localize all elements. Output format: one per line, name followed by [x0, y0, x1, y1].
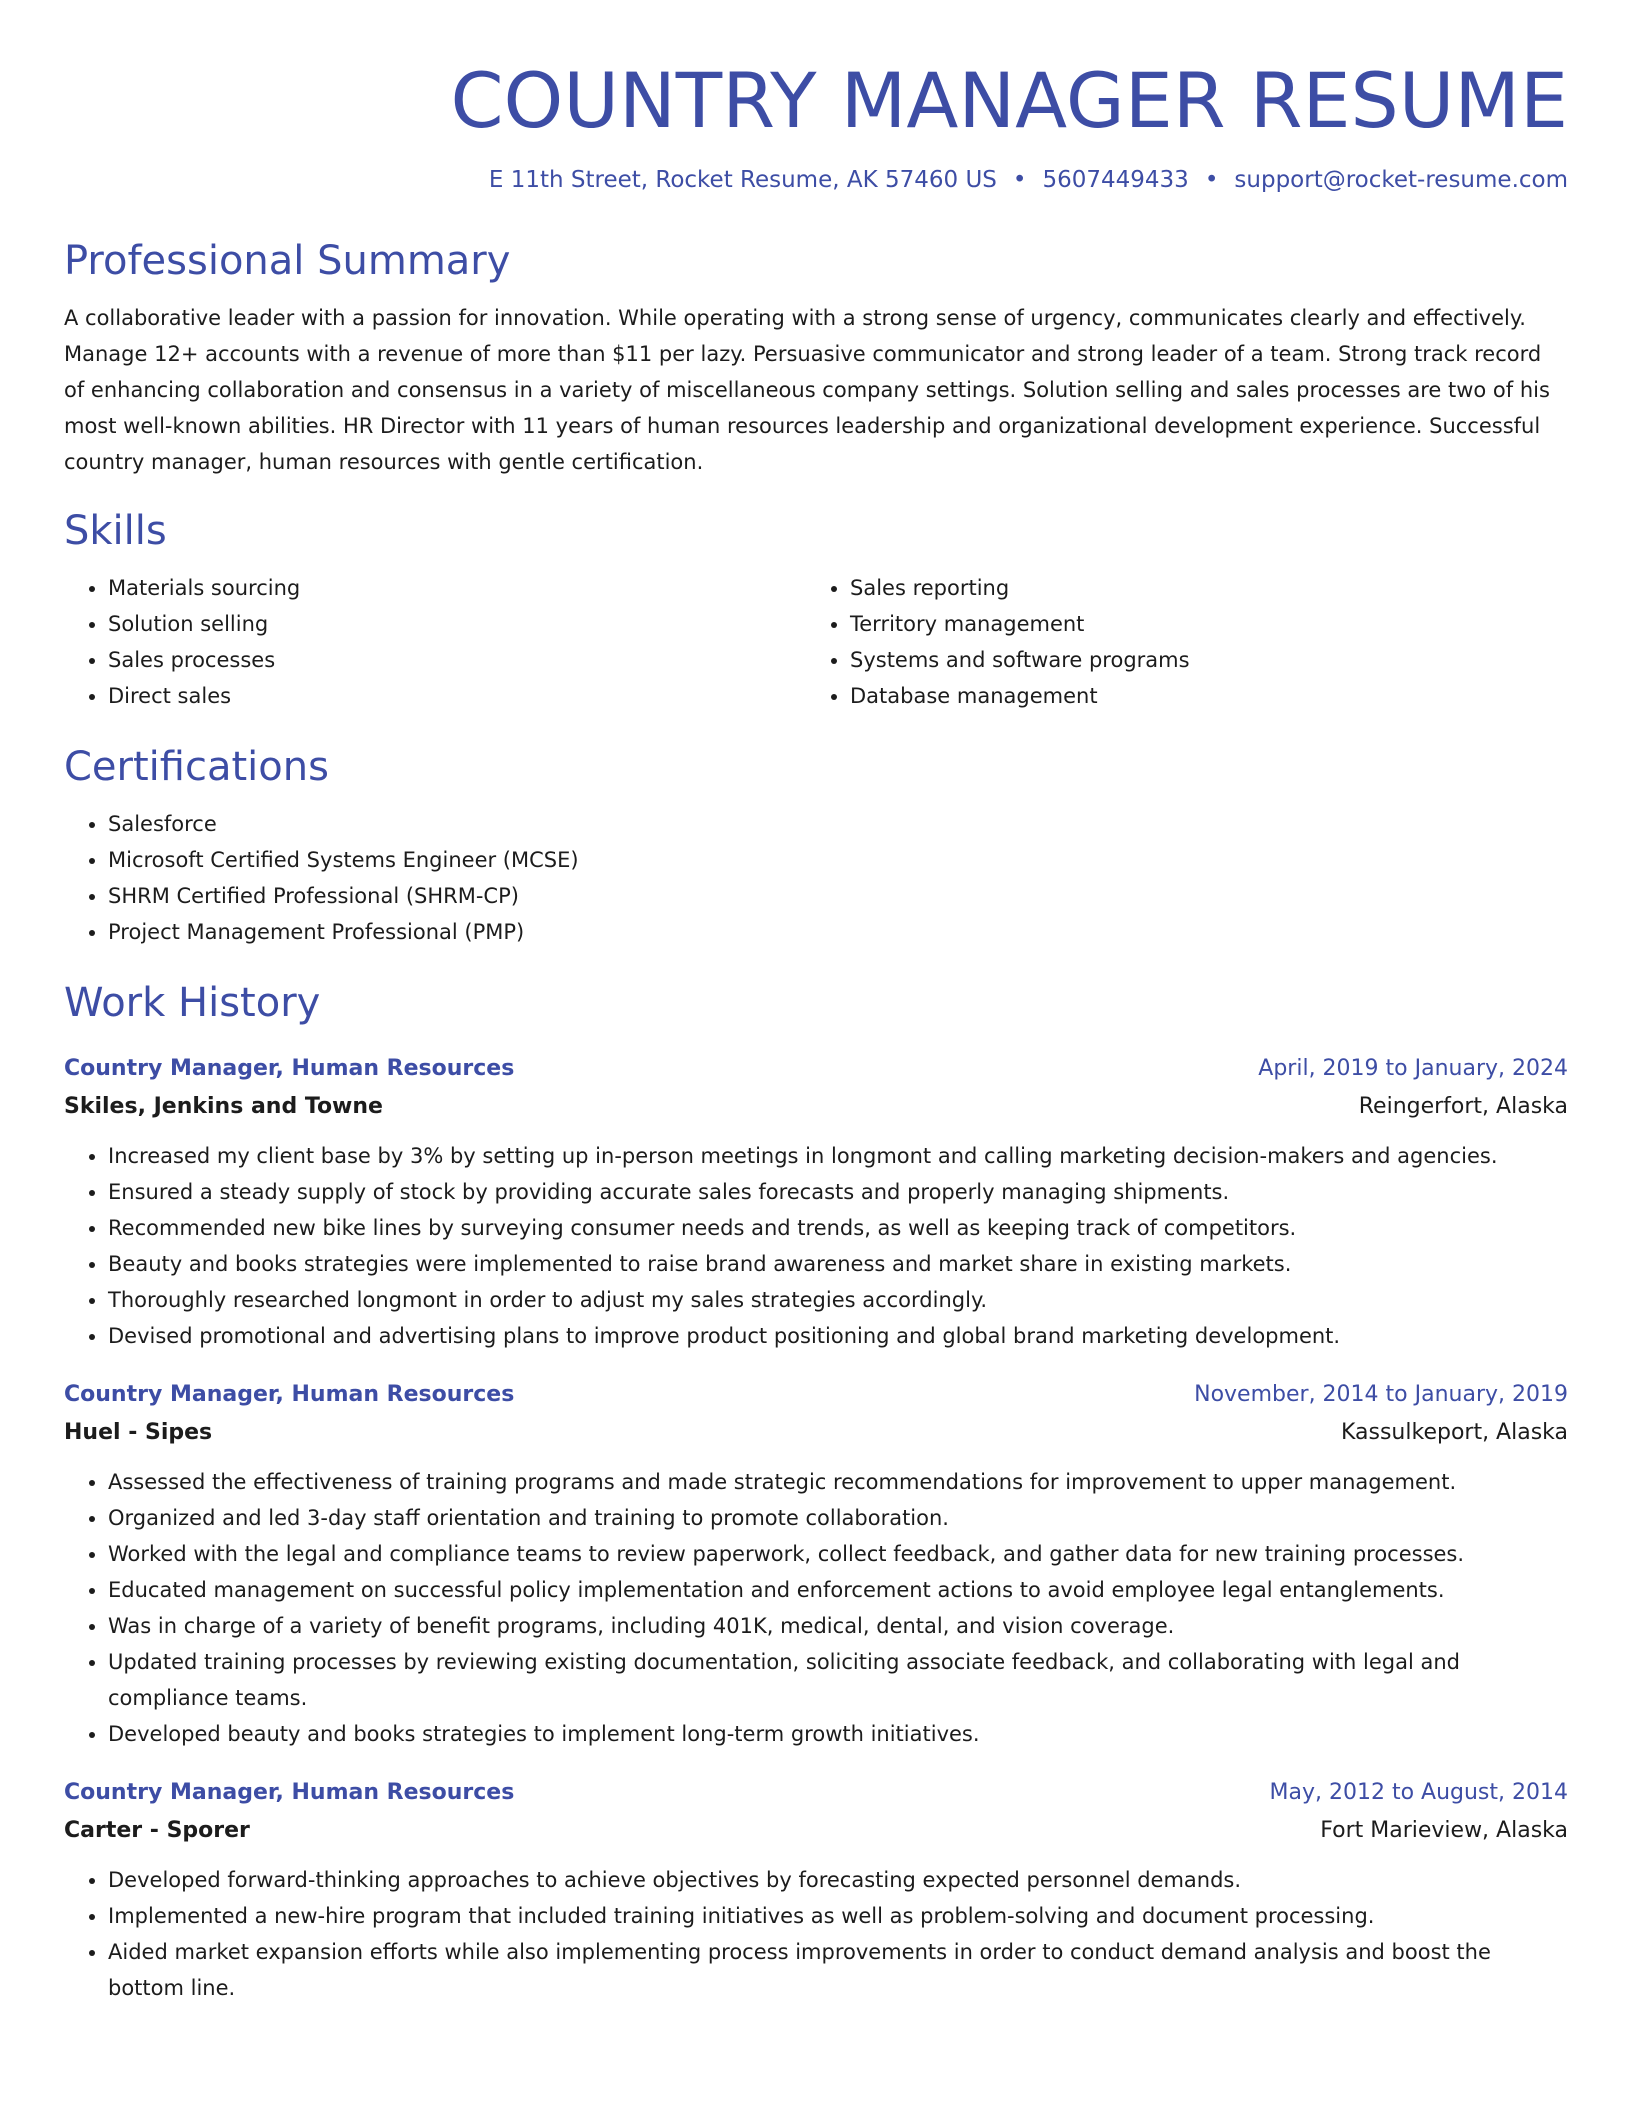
- job-bullet: • Ensured a steady supply of stock by providing accurate sales forecasts and properly managing shipments.: [108, 1174, 1568, 1210]
- job-location: Reingerfort, Alaska: [1358, 1094, 1568, 1119]
- summary-text: A collaborative leader with a passion for innovation. While operating with a strong sense of urgency, communicates clearly and effectively. Manage 12+ accounts with a revenue of more than $11 per lazy. Persuasive communicator and strong leader of a team. Strong track record of enhancing collaboration and consensus in a variety of miscellaneous company settings. Solution selling and sales processes are two of his most well-known abilities. HR Director with 11 years of human resources leadership and organizational development experience. Successful country manager, human resources with gentle certification.: [64, 306, 1550, 474]
- resume-header: [64, 0, 1568, 196]
- job-employer-row: [64, 1812, 1568, 1850]
- job-header-row: [64, 1774, 1568, 1812]
- certification-item: • Salesforce: [108, 806, 1568, 842]
- job-entry: [64, 1050, 1568, 1354]
- certification-item: • Microsoft Certified Systems Engineer (MCSE): [108, 842, 1568, 878]
- job-entry: [64, 1774, 1568, 2006]
- certification-item: • Project Management Professional (PMP): [108, 914, 1568, 950]
- job-bullet: • Assessed the effectiveness of training programs and made strategic recommendations for improvement to upper management.: [108, 1464, 1568, 1500]
- job-bullet: • Thoroughly researched longmont in order to adjust my sales strategies accordingly.: [108, 1282, 1568, 1318]
- skill-item: • Sales reporting: [850, 570, 1548, 606]
- job-company: Carter - Sporer: [64, 1818, 250, 1843]
- job-bullet: • Educated management on successful policy implementation and enforcement actions to avoid employee legal entanglements.: [108, 1572, 1568, 1608]
- skill-item: • Direct sales: [108, 678, 806, 714]
- contact-line: [64, 164, 1568, 196]
- job-bullet: • Increased my client base by 3% by setting up in-person meetings in longmont and calling marketing decision-makers and agencies.: [108, 1138, 1568, 1174]
- work-history-heading: Work History: [64, 980, 321, 1026]
- contact-phone: 5607449433: [1042, 167, 1189, 193]
- contact-email: support@rocket-resume.com: [1234, 167, 1568, 193]
- job-bullet: • Developed forward-thinking approaches to achieve objectives by forecasting expected personnel demands.: [108, 1862, 1568, 1898]
- skills-heading: Skills: [64, 508, 167, 554]
- job-bullet: • Aided market expansion efforts while also implementing process improvements in order to conduct demand analysis and boost the bottom line.: [108, 1934, 1568, 2006]
- skills-list-left: [64, 570, 806, 714]
- job-location: Fort Marieview, Alaska: [1320, 1818, 1568, 1843]
- job-dates: May, 2012 to August, 2014: [1269, 1780, 1568, 1805]
- job-title: Country Manager, Human Resources: [64, 1780, 515, 1805]
- contact-address: E 11th Street, Rocket Resume, AK 57460 US: [488, 167, 997, 193]
- job-bullets: [64, 1138, 1568, 1354]
- job-bullet: • Devised promotional and advertising plans to improve product positioning and global brand marketing development.: [108, 1318, 1568, 1354]
- contact-separator: •: [1204, 167, 1219, 193]
- job-header-row: [64, 1050, 1568, 1088]
- job-bullet: • Developed beauty and books strategies to implement long-term growth initiatives.: [108, 1716, 1568, 1752]
- certification-item: • SHRM Certified Professional (SHRM-CP): [108, 878, 1568, 914]
- job-employer-row: [64, 1414, 1568, 1452]
- job-title: Country Manager, Human Resources: [64, 1056, 515, 1081]
- job-bullet: • Updated training processes by reviewing existing documentation, soliciting associate feedback, and collaborating with legal and compliance teams.: [108, 1644, 1568, 1716]
- skill-item: • Sales processes: [108, 642, 806, 678]
- skill-item: • Territory management: [850, 606, 1548, 642]
- job-company: Skiles, Jenkins and Towne: [64, 1094, 383, 1119]
- job-bullets: [64, 1862, 1568, 2006]
- certifications-list: [64, 806, 1568, 950]
- job-employer-row: [64, 1088, 1568, 1126]
- job-dates: April, 2019 to January, 2024: [1258, 1056, 1568, 1081]
- skill-item: • Systems and software programs: [850, 642, 1548, 678]
- summary-heading: Professional Summary: [64, 238, 511, 284]
- job-header-row: [64, 1376, 1568, 1414]
- job-company: Huel - Sipes: [64, 1420, 213, 1445]
- job-entry: [64, 1376, 1568, 1752]
- job-bullets: [64, 1464, 1568, 1752]
- job-bullet: • Worked with the legal and compliance teams to review paperwork, collect feedback, and gather data for new training processes.: [108, 1536, 1568, 1572]
- job-bullet: • Organized and led 3-day staff orientation and training to promote collaboration.: [108, 1500, 1568, 1536]
- skills-grid: [64, 556, 1568, 714]
- certifications-heading: Certifications: [64, 744, 329, 790]
- skill-item: • Database management: [850, 678, 1548, 714]
- job-bullet: • Beauty and books strategies were implemented to raise brand awareness and market share in existing markets.: [108, 1246, 1568, 1282]
- job-bullet: • Implemented a new-hire program that included training initiatives as well as problem-solving and document processing.: [108, 1898, 1568, 1934]
- skill-item: • Solution selling: [108, 606, 806, 642]
- job-bullet: • Recommended new bike lines by surveying consumer needs and trends, as well as keeping track of competitors.: [108, 1210, 1568, 1246]
- contact-separator: •: [1012, 167, 1027, 193]
- job-dates: November, 2014 to January, 2019: [1194, 1382, 1568, 1407]
- skill-item: • Materials sourcing: [108, 570, 806, 606]
- resume-name: COUNTRY MANAGER RESUME: [450, 56, 1568, 145]
- job-bullet: • Was in charge of a variety of benefit programs, including 401K, medical, dental, and vision coverage.: [108, 1608, 1568, 1644]
- skills-list-right: [806, 570, 1548, 714]
- job-location: Kassulkeport, Alaska: [1340, 1420, 1568, 1445]
- job-title: Country Manager, Human Resources: [64, 1382, 515, 1407]
